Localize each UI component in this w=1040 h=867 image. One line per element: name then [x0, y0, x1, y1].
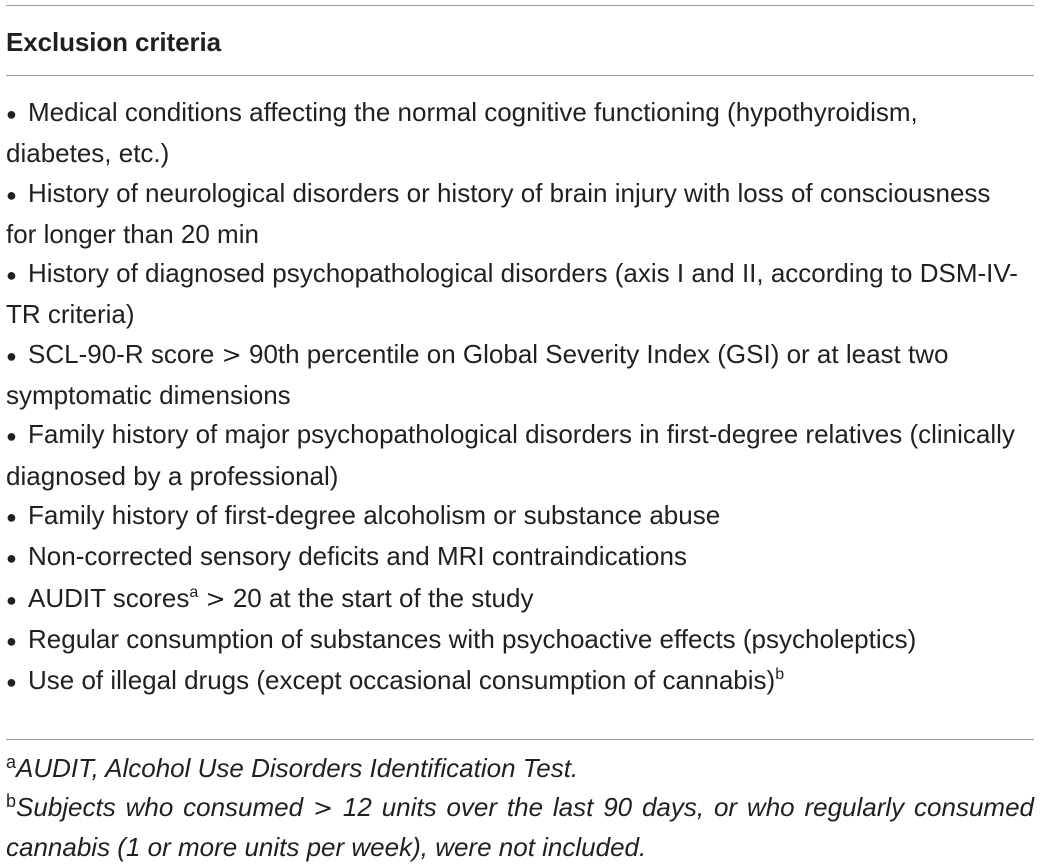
- bullet-icon: ●: [6, 265, 17, 286]
- bullet-icon: ●: [6, 548, 17, 569]
- criterion-item: [6, 335, 1026, 416]
- criterion-text-pre: AUDIT scores: [28, 582, 190, 613]
- table-header: Exclusion criteria: [6, 27, 221, 57]
- footnote-text-post: 12 units over the last 90 days, or who regularly consumed cannabis (1 or more units per week), were not included.: [6, 792, 1034, 862]
- greater-than-symbol: >: [221, 340, 242, 369]
- greater-than-symbol: >: [205, 584, 226, 613]
- bullet-icon: ●: [6, 426, 17, 447]
- criterion-item: [6, 661, 1026, 702]
- criterion-text: Regular consumption of substances with psychoactive effects (psycholeptics): [28, 623, 917, 654]
- criterion-text: Non-corrected sensory deficits and MRI contraindications: [28, 541, 687, 572]
- bullet-icon: ●: [6, 345, 17, 366]
- footnote-b: [6, 788, 1034, 867]
- criterion-item: [6, 579, 1026, 620]
- header-rule: [6, 75, 1034, 76]
- criterion-text-post: 90th percentile on Global Severity Index (GSI) or at least two symptomatic dimensions: [6, 338, 949, 411]
- criterion-text-pre: SCL-90-R score: [28, 338, 215, 369]
- criterion-item: [6, 93, 1026, 174]
- criterion-text: History of diagnosed psychopathological disorders (axis I and II, according to DSM-IV-TR criteria): [6, 258, 1018, 330]
- criterion-item: [6, 537, 1026, 578]
- criterion-text: Family history of first-degree alcoholism or substance abuse: [28, 499, 721, 530]
- table-footnotes: [6, 749, 1034, 867]
- bullet-icon: ●: [6, 672, 17, 693]
- criterion-item: [6, 496, 1026, 537]
- criterion-text: Medical conditions affecting the normal cognitive functioning (hypothyroidism, diabetes, etc.): [6, 97, 918, 169]
- criteria-list: [6, 93, 1026, 702]
- criterion-item: [6, 254, 1026, 335]
- table-top-rule: [6, 5, 1034, 6]
- criterion-item: [6, 620, 1026, 661]
- bullet-icon: ●: [6, 184, 17, 205]
- footnote-marker: a: [189, 583, 199, 601]
- criterion-text-post: 20 at the start of the study: [232, 582, 534, 613]
- footnote-mark: a: [6, 752, 17, 772]
- criterion-text: History of neurological disorders or history of brain injury with loss of consciousness for longer than 20 min: [6, 177, 991, 249]
- greater-than-symbol: >: [312, 794, 334, 822]
- footnote-marker: b: [775, 666, 785, 684]
- footnote-rule: [6, 739, 1034, 740]
- bullet-icon: ●: [6, 104, 17, 124]
- criterion-text: Family history of major psychopathological disorders in first-degree relatives (clinically diagnosed by a professional): [6, 419, 1015, 491]
- footnote-mark: b: [6, 791, 17, 811]
- bullet-icon: ●: [6, 506, 17, 527]
- footnote-text: AUDIT, Alcohol Use Disorders Identification Test.: [16, 753, 579, 783]
- criterion-item: [6, 415, 1026, 496]
- criterion-text: Use of illegal drugs (except occasional consumption of cannabis): [28, 665, 776, 696]
- footnote-a: [6, 749, 1034, 788]
- criterion-item: [6, 174, 1026, 255]
- bullet-icon: ●: [6, 630, 17, 651]
- footnote-text-pre: Subjects who consumed: [16, 792, 304, 822]
- bullet-icon: ●: [6, 589, 17, 610]
